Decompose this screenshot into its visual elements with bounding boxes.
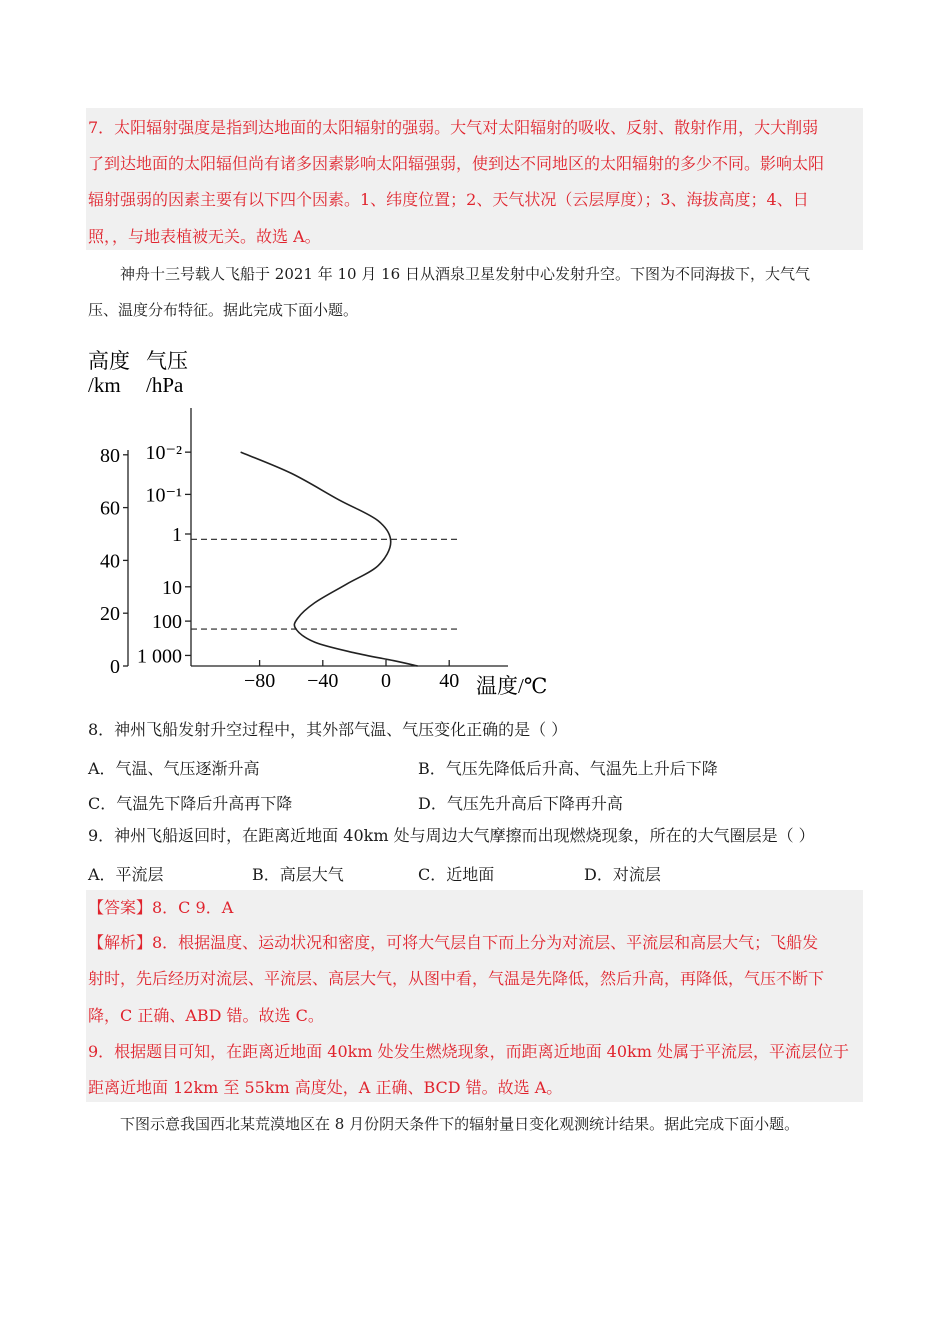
intro1-line-1: 神舟十三号载人飞船于 2021 年 10 月 16 日从酒泉卫星发射中心发射升空。下图为不同海拔下，大气气 [120,265,810,283]
analysis-line-2: 射时，先后经历对流层、平流层、高层大气，从图中看，气温是先降低，然后升高，再降低，气压不断下 [88,969,825,988]
q8-stem: 8．神州飞船发射升空过程中，其外部气温、气压变化正确的是（ ） [88,720,568,739]
y-axis-title-pressure: 气压 [146,349,188,373]
y-axis-unit-pressure: /hPa [146,373,184,397]
x-tick-label: 40 [439,670,460,692]
x-tick-label: −40 [307,670,339,692]
height-tick-label: 40 [100,550,120,573]
y-axis-title-height: 高度 [88,349,130,373]
y-axis-unit-height: /km [88,373,121,397]
q8-option-b: B．气压先降低后升高、气温先上升后下降 [418,759,718,778]
x-tick-label: −80 [243,670,276,692]
q8-option-a: A．气温、气压逐渐升高 [88,759,260,778]
height-tick-label: 0 [110,656,120,678]
analysis-line-4: 9．根据题目可知，在距离近地面 40km 处发生燃烧现象，而距离近地面 40km 处属于平流层，平流层位于 [88,1042,849,1061]
atmosphere-chart [88,340,568,705]
pressure-tick-label: 10⁻¹ [145,484,182,507]
height-tick-label: 80 [100,444,120,467]
q7-explanation-line-3: 辐射强弱的因素主要有以下四个因素。1、纬度位置；2、天气状况（云层厚度）；3、海拔高度；4、日 [88,190,809,209]
analysis-line-1: 【解析】8．根据温度、运动状况和密度，可将大气层自下而上分为对流层、平流层和高层大气；飞船发 [88,933,819,952]
answer-line: 【答案】8．C 9．A [88,898,234,917]
x-axis-title: 温度/℃ [476,674,548,698]
intro1-line-2: 压、温度分布特征。据此完成下面小题。 [88,301,359,319]
q8-option-c: C．气温先下降后升高再下降 [88,794,293,813]
intro2-text: 下图示意我国西北某荒漠地区在 8 月份阴天条件下的辐射量日变化观测统计结果。据此完成下面小题。 [120,1115,800,1133]
pressure-tick-label: 10⁻² [145,442,182,465]
x-tick-label: 0 [381,670,391,692]
q8-option-d: D．气压先升高后下降再升高 [418,794,623,813]
q7-explanation-line-1: 7．太阳辐射强度是指到达地面的太阳辐射的强弱。大气对太阳辐射的吸收、反射、散射作用，大大削弱 [88,118,819,137]
analysis-line-5: 距离近地面 12km 至 55km 高度处，A 正确、BCD 错。故选 A。 [88,1078,563,1097]
pressure-tick-label: 1 [172,524,182,546]
pressure-tick-label: 10 [162,576,182,599]
answer-block-background [86,890,863,1102]
q9-option-d: D．对流层 [584,865,661,884]
pressure-tick-label: 1 000 [137,645,182,668]
q7-explanation-line-2: 了到达地面的太阳辐但尚有诸多因素影响太阳辐强弱，使到达不同地区的太阳辐射的多少不同。影响太阳 [88,154,825,173]
q9-option-a: A．平流层 [88,865,164,884]
q9-option-b: B．高层大气 [252,865,344,884]
q7-explanation-line-4: 照，，与地表植被无关。故选 A。 [88,227,321,246]
temperature-curve [241,452,418,666]
q9-option-c: C．近地面 [418,865,495,884]
pressure-tick-label: 100 [152,611,182,634]
analysis-line-3: 降，C 正确、ABD 错。故选 C。 [88,1006,324,1025]
q9-stem: 9．神州飞船返回时，在距离近地面 40km 处与周边大气摩擦而出现燃烧现象，所在的大气圈层是（ ） [88,826,815,845]
height-tick-label: 20 [100,603,120,626]
height-tick-label: 60 [100,497,120,520]
